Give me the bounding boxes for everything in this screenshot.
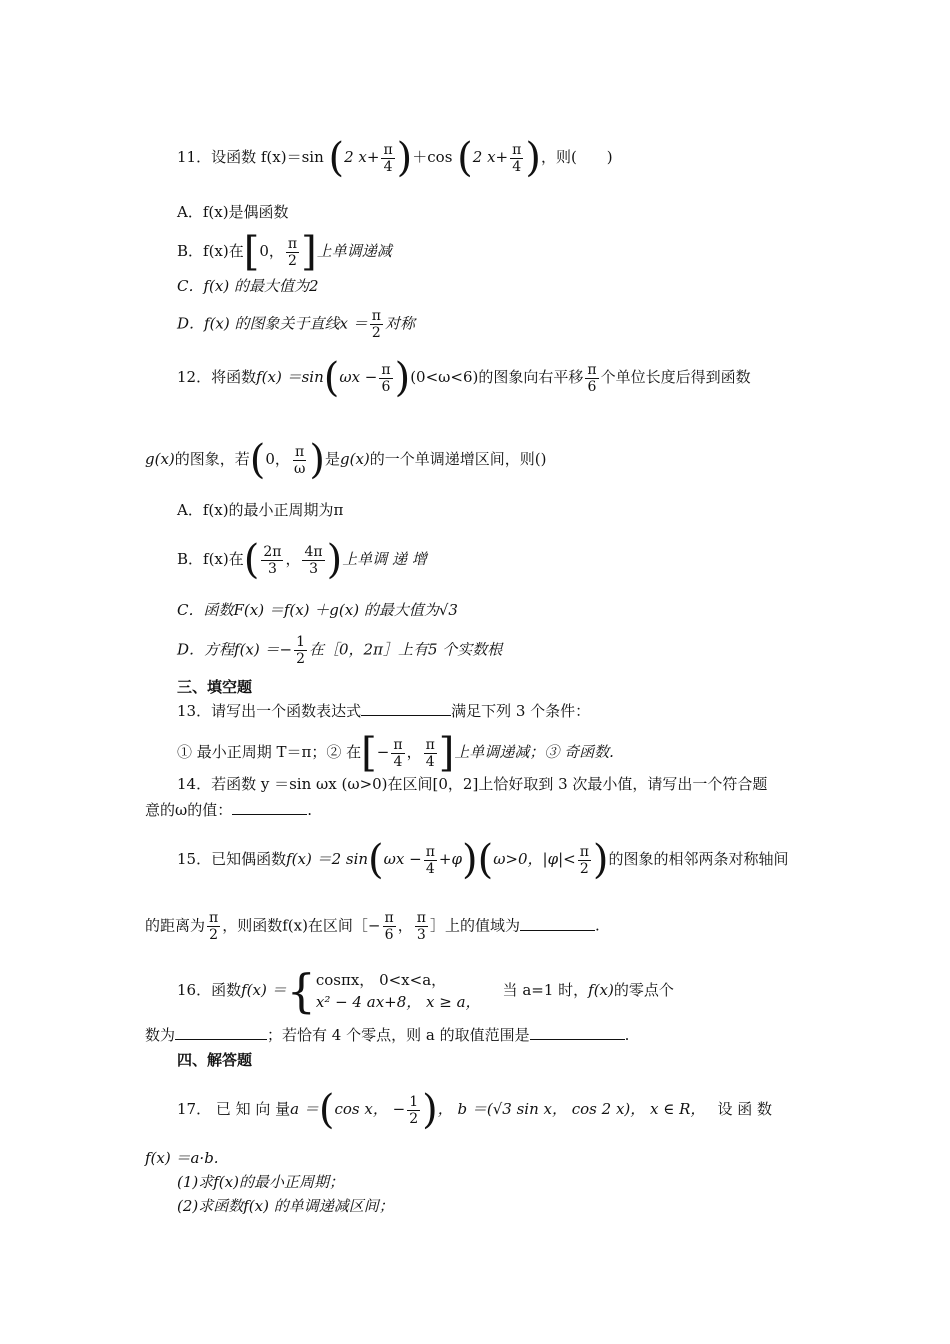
q11-option-a: A．f(x)是偶函数 xyxy=(177,203,289,221)
q12-option-c: C．函数F(x) ＝f(x) ＋g(x) 的最大值为√3 xyxy=(177,601,458,619)
q11-stem: 11．设函数 f(x)＝sin (2 x+ $\frac{\pi}{4}$ )＋cos (2 x+ $\frac{\pi}{4}$ )，则( ) xyxy=(177,135,613,181)
answer-blank xyxy=(175,1025,267,1040)
q12-option-b: B．f(x)在( $\frac{2\pi}{3}$ ， $\frac{4\pi}{3}$ )上单调 递 增 xyxy=(177,537,427,583)
answer-blank xyxy=(520,916,595,931)
q11-option-d: D．f(x) 的图象关于直线x ＝ $\frac{\pi}{2}$ 对称 xyxy=(177,308,415,341)
q13-line1: 13．请写出一个函数表达式 满足下列 3 个条件： xyxy=(177,702,591,720)
q14-line1: 14．若函数 y ＝sin ωx (ω>0)在区间[0，2]上恰好取到 3 次最小值，请写出一个符合题 xyxy=(177,775,768,793)
answer-blank xyxy=(530,1025,625,1040)
q15-line2: 的距离为 $\frac{\pi}{2}$ ，则函数f(x)在区间［− $\frac{\pi}{6}$ ， $\frac{\pi}{3}$ ］上的值域为 . xyxy=(145,910,600,943)
answer-blank xyxy=(232,800,307,815)
q15-stem: 15．已知偶函数f(x) ＝2 sin(ωx − $\frac{\pi}{4}$ +φ)(ω>0，|φ|< $\frac{\pi}{2}$ )的图象的相邻两条对称轴间 xyxy=(177,837,789,883)
q11-option-c: C．f(x) 的最大值为2 xyxy=(177,277,319,295)
q16-stem: 16．函数f(x) ＝{ cosπx， 0<x<a， x² − 4 ax+8， x ≥ a， 当 a=1 时，f(x)的零点个 xyxy=(177,964,674,1018)
section-heading: 四、解答题 xyxy=(177,1051,253,1069)
q17-line2: f(x) ＝a·b. xyxy=(145,1149,219,1167)
q17-part2: (2)求函数f(x) 的单调递减区间； xyxy=(177,1197,394,1215)
q13-line2: ① 最小正周期 T＝π；② 在[− $\frac{\pi}{4}$ ， $\frac{\pi}{4}$ ]上单调递减；③ 奇函数. xyxy=(177,730,614,776)
fraction: $\frac{\pi}{4}$ xyxy=(512,141,522,175)
q12-option-a: A．f(x)的最小正周期为π xyxy=(177,501,344,519)
q12-stem-line2: g(x)的图象，若(0， $\frac{\pi}{\omega}$ )是g(x)的一个单调递增区间，则() xyxy=(145,437,547,483)
q16-line2: 数为 ；若恰有 4 个零点，则 a 的取值范围是 . xyxy=(145,1026,630,1044)
q12-stem: 12．将函数f(x) ＝sin(ωx − $\frac{\pi}{6}$ )(0<ω<6)的图象向右平移 $\frac{\pi}{6}$ 个单位长度后得到函数 xyxy=(177,355,751,401)
fraction: $\frac{\pi}{4}$ xyxy=(383,141,393,175)
q11-option-b: B．f(x)在[0， $\frac{\pi}{2}$ ]上单调递减 xyxy=(177,229,392,275)
section-heading: 三、填空题 xyxy=(177,678,253,696)
q17-part1: (1)求f(x)的最小正周期； xyxy=(177,1173,344,1191)
answer-blank xyxy=(361,701,451,716)
q12-option-d: D．方程f(x) ＝− $\frac{1}{2}$ 在［0，2π］上有5 个实数根 xyxy=(177,634,503,667)
q14-line2: 意的ω的值： . xyxy=(145,801,313,819)
q17-stem: 17． 已 知 向 量a ＝(cos x， − $\frac{1}{2}$ )， b ＝(√3 sin x， cos 2 x)， x ∈ R， 设 函 数 xyxy=(177,1087,772,1133)
